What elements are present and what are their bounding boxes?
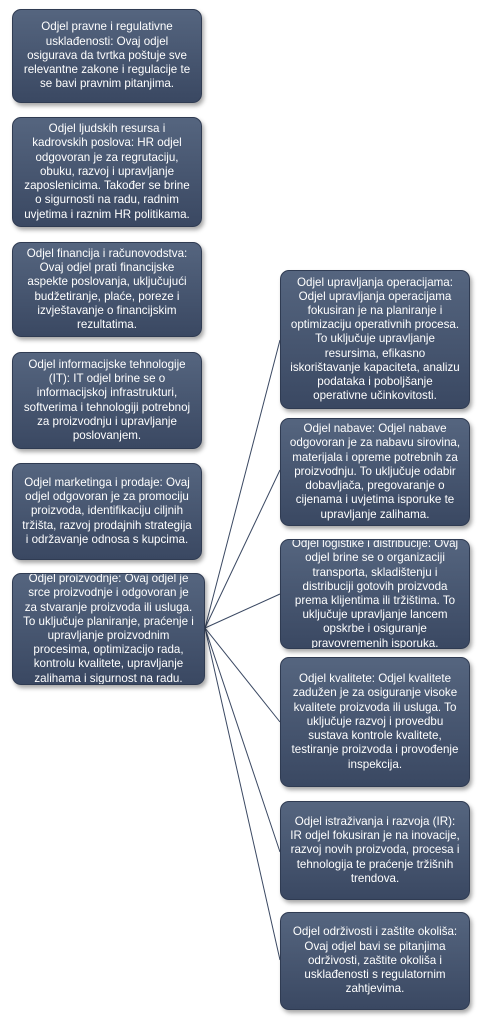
node-legal-compliance (12, 9, 202, 103)
node-quality (280, 657, 470, 787)
node-text: Odjel proizvodnje: Ovaj odjel je srce proizvodnje i odgovoran je za stvaranje proizvoda ili usluga. To uključuje planiranje, praćenje i upravljanje proizvodnim procesima, optimizacijo rada, kontrolu kvalitete, upravljanje zalihama i sigurnost na radu. (23, 573, 194, 685)
node-sustainability-environment (280, 912, 470, 1010)
node-text: Odjel nabave: Odjel nabave odgovoran je za nabavu sirovina, materijala i opreme potrebnih za proizvodnju. To uključuje odabir dobavljača, pregovaranje o cijenama i uvjetima isporuke te upravljanje zalihama. (289, 422, 461, 521)
node-text: Odjel ljudskih resursa i kadrovskih poslova: HR odjel odgovoran je za regrutaciju, obuku, razvoj i upravljanje zaposlenicima. Također se brine o sigurnosti na radu, radnim uvjetima i raznim HR politikama. (24, 122, 190, 221)
node-finance-accounting (12, 242, 202, 337)
node-text: Odjel održivosti i zaštite okoliša: Ovaj odjel bavi se pitanjima održivosti, zaštite okoliša i usklađenosti s regulatornim zahtjevima. (292, 925, 458, 996)
node-text: Odjel istraživanja i razvoja (IR): IR odjel fokusiran je na inovacije, razvoj novih proizvoda, procesa i tehnologija te praćenje tržišnih trendova. (290, 814, 460, 885)
node-logistics-distribution (280, 539, 470, 649)
node-text: Odjel logistike i distribucije: Ovaj odjel brine se o organizaciji transporta, skladištenju i distribuciji gotovih proizvoda prema klijentima ili tržištima. To uključuje upravljanje lancem opskrbe i osiguranje pravovremenih isporuka. (291, 539, 459, 649)
node-text: Odjel upravljanja operacijama: Odjel upravljanja operacijama fokusiran je na planiranje i optimizaciju operativnih procesa. To uključuje upravljanje resursima, efikasno iskorištavanje kapaciteta, analizu podataka i poboljšanje operativne učinkovitosti. (290, 275, 460, 403)
node-text: Odjel kvalitete: Odjel kvalitete zadužen je za osiguranje visoke kvalitete proizvoda ili usluga. To uključuje razvoj i provedbu sustava kontrole kvalitete, testiranje proizvoda i provođenje inspekcija. (291, 672, 459, 771)
node-text: Odjel marketinga i prodaje: Ovaj odjel odgovoran je za promociju proizvoda, identifikaciju ciljnih tržišta, razvoj prodajnih strategija i održavanje odnosa s kupcima. (22, 475, 192, 546)
node-text: Odjel financija i računovodstva: Ovaj odjel prati financijske aspekte poslovanja, uključujući budžetiranje, plaće, poreze i izvještavanje o financijskim rezultatima. (26, 246, 188, 331)
node-text: Odjel informacijske tehnologije (IT): IT odjel brine se o informacijskoj infrastrukturi, softverima i tehnologiji potrebnoj za proizvodnju i upravljanje poslovanjem. (23, 357, 191, 442)
node-information-technology (12, 352, 202, 449)
node-text: Odjel pravne i regulativne usklađenosti: Ovaj odjel osigurava da tvrtka poštuje sve relevantne zakone i regulacije te se bavi pravnim pitanjima. (23, 20, 191, 91)
node-production (12, 573, 205, 685)
node-operations-management (280, 270, 470, 409)
node-research-development (280, 801, 470, 900)
node-marketing-sales (12, 463, 202, 560)
node-procurement (280, 418, 470, 526)
node-human-resources (12, 117, 202, 227)
